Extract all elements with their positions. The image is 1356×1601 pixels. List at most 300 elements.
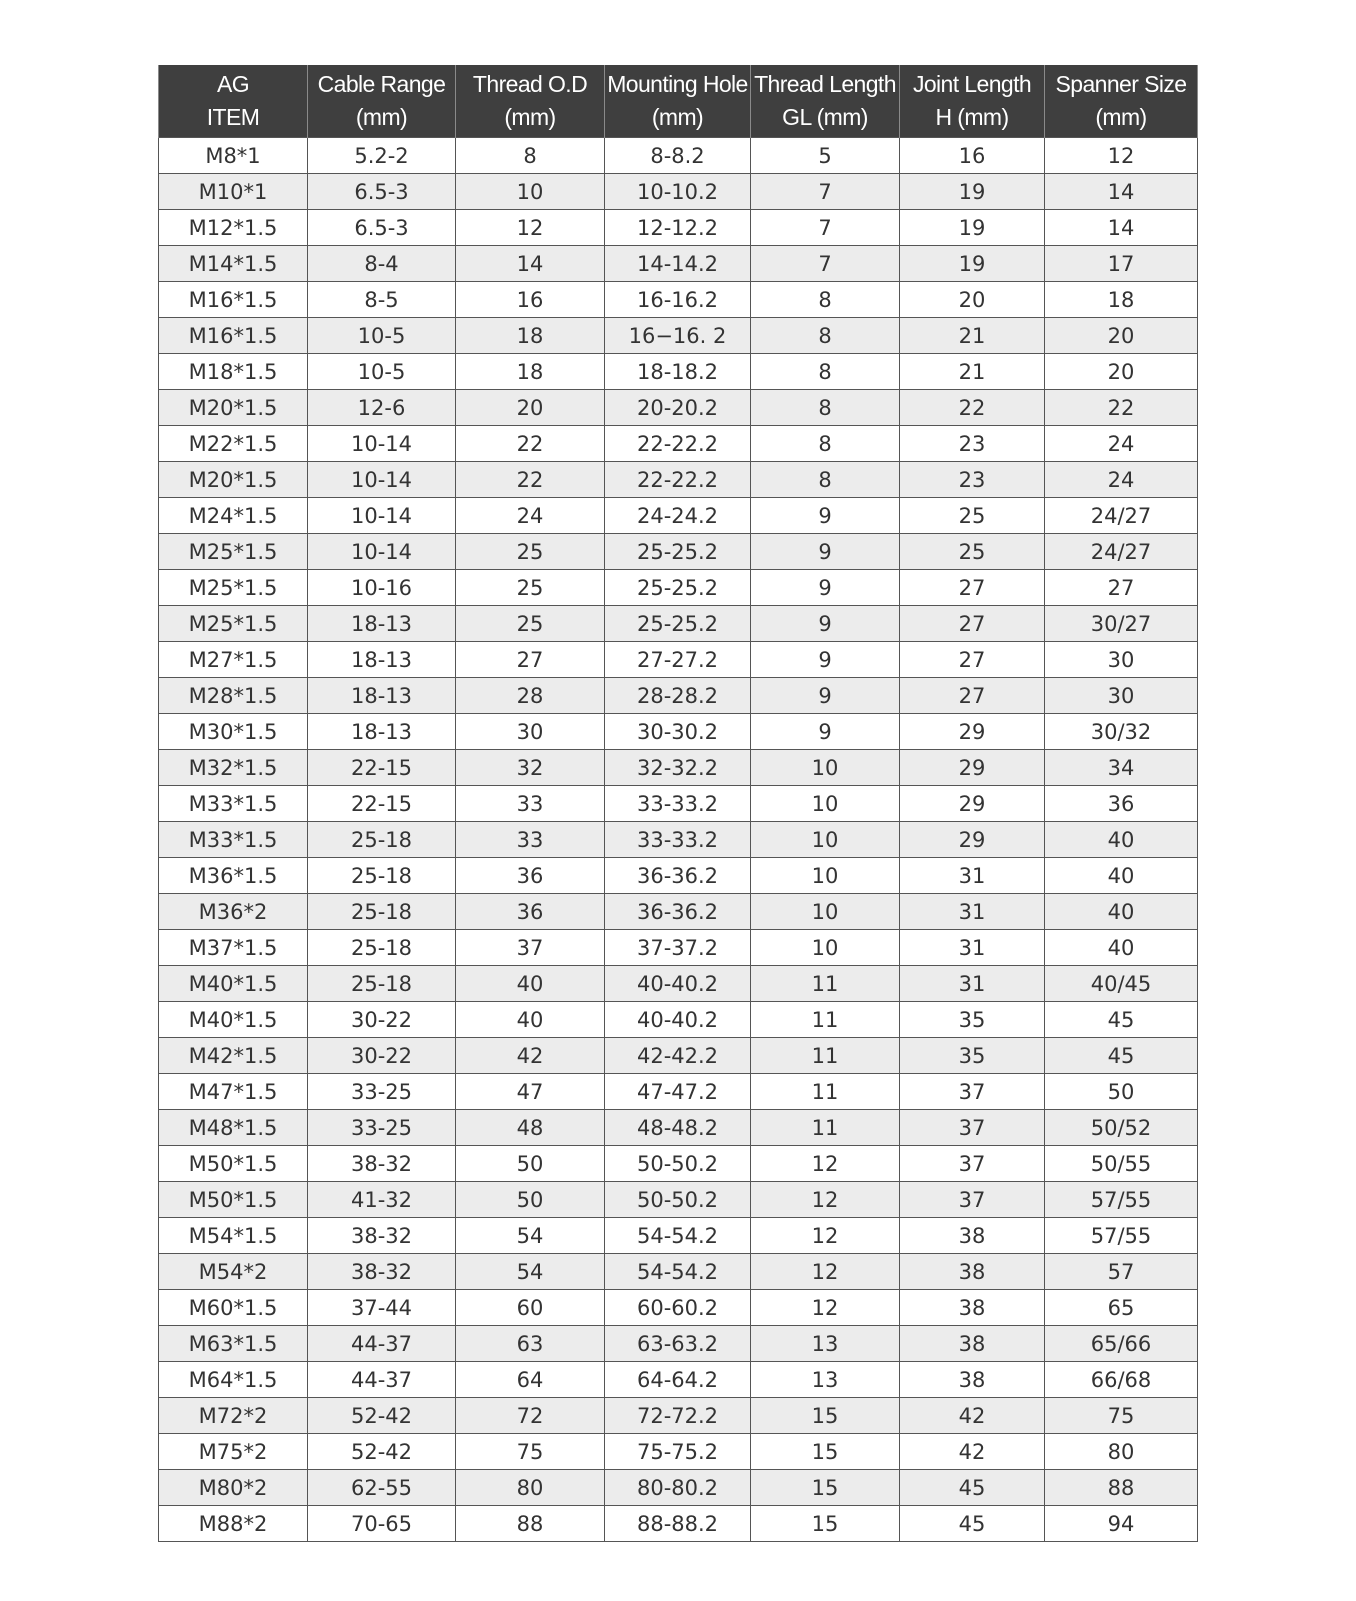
cell-mounting-hole: 36-36.2 [605,894,751,930]
cell-spanner-size: 30 [1045,678,1198,714]
table-row [159,1434,1198,1470]
cell-thread-length: 11 [751,1002,900,1038]
cell-thread-od: 88 [456,1506,605,1542]
cell-mounting-hole: 37-37.2 [605,930,751,966]
cell-mounting-hole: 8-8.2 [605,138,751,174]
cell-cable-range: 8-5 [308,282,456,318]
cell-joint-length: 38 [900,1326,1045,1362]
cell-thread-length: 8 [751,354,900,390]
cell-thread-length: 9 [751,642,900,678]
cell-cable-range: 30-22 [308,1002,456,1038]
column-header-line1: Joint Length [912,71,1032,97]
column-header-line1: Spanner Size [1055,71,1187,97]
cell-mounting-hole: 72-72.2 [605,1398,751,1434]
cell-spanner-size: 14 [1045,174,1198,210]
table-row [159,1038,1198,1074]
cell-mounting-hole: 32-32.2 [605,750,751,786]
cell-cable-range: 25-18 [308,822,456,858]
cell-ag-item: M8*1 [159,138,308,174]
cell-cable-range: 10-5 [308,354,456,390]
cell-mounting-hole: 25-25.2 [605,606,751,642]
cell-cable-range: 30-22 [308,1038,456,1074]
cell-joint-length: 25 [900,498,1045,534]
cell-spanner-size: 65 [1045,1290,1198,1326]
table-row [159,138,1198,174]
cell-ag-item: M20*1.5 [159,390,308,426]
cell-thread-od: 24 [456,498,605,534]
cell-joint-length: 38 [900,1218,1045,1254]
cell-cable-range: 33-25 [308,1074,456,1110]
cell-mounting-hole: 24-24.2 [605,498,751,534]
cell-joint-length: 27 [900,606,1045,642]
column-header-line2: GL (mm) [782,104,868,130]
table-row [159,1074,1198,1110]
cell-spanner-size: 20 [1045,318,1198,354]
cell-mounting-hole: 12-12.2 [605,210,751,246]
table-row [159,678,1198,714]
cell-thread-od: 27 [456,642,605,678]
cell-spanner-size: 40 [1045,822,1198,858]
cell-thread-od: 72 [456,1398,605,1434]
table-header [159,65,1198,138]
cell-mounting-hole: 40-40.2 [605,1002,751,1038]
table-row [159,1218,1198,1254]
cell-thread-length: 11 [751,1110,900,1146]
cell-joint-length: 19 [900,174,1045,210]
cell-cable-range: 25-18 [308,858,456,894]
column-header-line2: ITEM [206,104,260,130]
cell-ag-item: M80*2 [159,1470,308,1506]
cell-thread-length: 10 [751,750,900,786]
cell-spanner-size: 40/45 [1045,966,1198,1002]
table-row [159,1470,1198,1506]
cell-joint-length: 42 [900,1398,1045,1434]
cell-cable-range: 25-18 [308,966,456,1002]
cell-spanner-size: 50/52 [1045,1110,1198,1146]
cell-thread-od: 33 [456,786,605,822]
cell-mounting-hole: 14-14.2 [605,246,751,282]
cell-joint-length: 23 [900,426,1045,462]
cell-ag-item: M25*1.5 [159,606,308,642]
column-header-line1: Cable Range [317,71,446,97]
table-row [159,1326,1198,1362]
table-row [159,714,1198,750]
cell-spanner-size: 94 [1045,1506,1198,1542]
cell-ag-item: M25*1.5 [159,534,308,570]
cell-ag-item: M64*1.5 [159,1362,308,1398]
cell-spanner-size: 57 [1045,1254,1198,1290]
cell-thread-od: 18 [456,354,605,390]
cell-cable-range: 44-37 [308,1326,456,1362]
cell-spanner-size: 24 [1045,426,1198,462]
cell-thread-od: 30 [456,714,605,750]
cell-thread-length: 8 [751,462,900,498]
cell-mounting-hole: 28-28.2 [605,678,751,714]
cell-spanner-size: 18 [1045,282,1198,318]
cell-mounting-hole: 20-20.2 [605,390,751,426]
cell-joint-length: 45 [900,1506,1045,1542]
cell-ag-item: M60*1.5 [159,1290,308,1326]
cell-ag-item: M37*1.5 [159,930,308,966]
cell-mounting-hole: 48-48.2 [605,1110,751,1146]
cell-ag-item: M22*1.5 [159,426,308,462]
cell-thread-od: 32 [456,750,605,786]
cell-joint-length: 31 [900,858,1045,894]
cell-spanner-size: 75 [1045,1398,1198,1434]
cell-thread-od: 54 [456,1254,605,1290]
cell-ag-item: M47*1.5 [159,1074,308,1110]
cell-spanner-size: 22 [1045,390,1198,426]
column-header-line1: AG [216,71,250,97]
cell-mounting-hole: 88-88.2 [605,1506,751,1542]
cell-mounting-hole: 30-30.2 [605,714,751,750]
cell-thread-length: 10 [751,930,900,966]
cell-mounting-hole: 80-80.2 [605,1470,751,1506]
cell-ag-item: M72*2 [159,1398,308,1434]
cell-thread-length: 11 [751,1074,900,1110]
cell-cable-range: 5.2-2 [308,138,456,174]
cell-ag-item: M28*1.5 [159,678,308,714]
table-row [159,318,1198,354]
cell-thread-od: 37 [456,930,605,966]
cell-joint-length: 20 [900,282,1045,318]
table-row [159,1290,1198,1326]
cell-joint-length: 35 [900,1038,1045,1074]
table-row [159,498,1198,534]
cell-joint-length: 27 [900,678,1045,714]
cell-thread-od: 14 [456,246,605,282]
cell-cable-range: 18-13 [308,678,456,714]
table-row [159,282,1198,318]
column-header-line2: (mm) [355,104,408,130]
column-header-ag-item [159,65,308,138]
table-row [159,642,1198,678]
cell-cable-range: 12-6 [308,390,456,426]
table-body [159,138,1198,1542]
column-header-spanner-size [1045,65,1198,138]
cell-spanner-size: 40 [1045,894,1198,930]
cell-ag-item: M27*1.5 [159,642,308,678]
cell-joint-length: 37 [900,1074,1045,1110]
cell-joint-length: 25 [900,534,1045,570]
cell-thread-length: 5 [751,138,900,174]
column-header-thread-length [751,65,900,138]
cell-cable-range: 10-14 [308,462,456,498]
cell-cable-range: 6.5-3 [308,210,456,246]
cell-thread-od: 48 [456,1110,605,1146]
cell-cable-range: 52-42 [308,1398,456,1434]
cell-spanner-size: 30/32 [1045,714,1198,750]
cell-thread-od: 25 [456,534,605,570]
cell-mounting-hole: 25-25.2 [605,534,751,570]
table-row [159,354,1198,390]
cell-joint-length: 21 [900,354,1045,390]
table-row [159,1110,1198,1146]
cell-mounting-hole: 16−16. 2 [605,318,751,354]
cell-joint-length: 22 [900,390,1045,426]
table-row [159,1254,1198,1290]
cell-joint-length: 29 [900,786,1045,822]
cell-spanner-size: 24 [1045,462,1198,498]
cell-joint-length: 27 [900,642,1045,678]
cell-ag-item: M16*1.5 [159,282,308,318]
cell-spanner-size: 30/27 [1045,606,1198,642]
cell-spanner-size: 65/66 [1045,1326,1198,1362]
cell-cable-range: 22-15 [308,750,456,786]
cell-joint-length: 31 [900,930,1045,966]
cell-spanner-size: 57/55 [1045,1218,1198,1254]
cell-spanner-size: 45 [1045,1038,1198,1074]
cell-ag-item: M20*1.5 [159,462,308,498]
cell-cable-range: 33-25 [308,1110,456,1146]
cell-spanner-size: 17 [1045,246,1198,282]
cell-joint-length: 29 [900,750,1045,786]
cell-thread-length: 7 [751,174,900,210]
table-row [159,1002,1198,1038]
table-row [159,930,1198,966]
cell-joint-length: 19 [900,210,1045,246]
cell-spanner-size: 50/55 [1045,1146,1198,1182]
cell-ag-item: M33*1.5 [159,786,308,822]
column-header-mounting-hole [605,65,751,138]
cell-thread-length: 12 [751,1254,900,1290]
cell-thread-length: 8 [751,390,900,426]
cell-mounting-hole: 42-42.2 [605,1038,751,1074]
table-row [159,1506,1198,1542]
cell-cable-range: 18-13 [308,606,456,642]
column-header-line2: H (mm) [935,104,1009,130]
cell-thread-od: 28 [456,678,605,714]
cell-cable-range: 25-18 [308,930,456,966]
cell-thread-od: 40 [456,1002,605,1038]
cell-cable-range: 52-42 [308,1434,456,1470]
cell-cable-range: 41-32 [308,1182,456,1218]
table-row [159,786,1198,822]
cell-ag-item: M25*1.5 [159,570,308,606]
header-row [159,65,1198,138]
cell-cable-range: 25-18 [308,894,456,930]
cell-thread-length: 8 [751,426,900,462]
cell-spanner-size: 80 [1045,1434,1198,1470]
cell-thread-od: 36 [456,894,605,930]
table-row [159,534,1198,570]
cell-thread-length: 15 [751,1398,900,1434]
cell-mounting-hole: 25-25.2 [605,570,751,606]
cell-joint-length: 23 [900,462,1045,498]
cell-thread-od: 33 [456,822,605,858]
cell-ag-item: M88*2 [159,1506,308,1542]
table-row [159,174,1198,210]
cell-joint-length: 31 [900,894,1045,930]
cell-cable-range: 10-14 [308,534,456,570]
cell-joint-length: 31 [900,966,1045,1002]
cell-thread-length: 9 [751,678,900,714]
cell-mounting-hole: 33-33.2 [605,822,751,858]
column-header-line2: (mm) [1095,104,1147,130]
cell-thread-length: 13 [751,1326,900,1362]
cell-joint-length: 38 [900,1254,1045,1290]
column-header-line1: Thread Length [754,71,896,97]
cell-thread-length: 15 [751,1506,900,1542]
table-row [159,1362,1198,1398]
table-row [159,1146,1198,1182]
cell-thread-length: 15 [751,1470,900,1506]
cell-spanner-size: 45 [1045,1002,1198,1038]
table-row [159,966,1198,1002]
cell-ag-item: M18*1.5 [159,354,308,390]
cell-mounting-hole: 40-40.2 [605,966,751,1002]
cell-joint-length: 42 [900,1434,1045,1470]
cell-thread-od: 18 [456,318,605,354]
cell-thread-od: 36 [456,858,605,894]
cell-ag-item: M12*1.5 [159,210,308,246]
table-row [159,894,1198,930]
cell-thread-length: 15 [751,1434,900,1470]
cell-cable-range: 38-32 [308,1254,456,1290]
column-header-cable-range [308,65,456,138]
cell-mounting-hole: 36-36.2 [605,858,751,894]
cell-ag-item: M32*1.5 [159,750,308,786]
cell-thread-od: 40 [456,966,605,1002]
cell-mounting-hole: 27-27.2 [605,642,751,678]
cell-cable-range: 18-13 [308,714,456,750]
cell-cable-range: 6.5-3 [308,174,456,210]
cell-mounting-hole: 33-33.2 [605,786,751,822]
cell-thread-od: 25 [456,606,605,642]
cell-ag-item: M40*1.5 [159,966,308,1002]
cell-thread-od: 22 [456,462,605,498]
cell-ag-item: M16*1.5 [159,318,308,354]
cell-cable-range: 38-32 [308,1146,456,1182]
cell-cable-range: 10-14 [308,426,456,462]
cell-joint-length: 45 [900,1470,1045,1506]
cell-spanner-size: 14 [1045,210,1198,246]
cell-thread-length: 8 [751,318,900,354]
cell-spanner-size: 20 [1045,354,1198,390]
cell-thread-od: 50 [456,1146,605,1182]
table-row [159,426,1198,462]
cell-thread-od: 60 [456,1290,605,1326]
cell-ag-item: M54*1.5 [159,1218,308,1254]
column-header-line1: Thread O.D [472,71,588,97]
cell-mounting-hole: 60-60.2 [605,1290,751,1326]
cell-mounting-hole: 16-16.2 [605,282,751,318]
cell-spanner-size: 36 [1045,786,1198,822]
column-header-joint-length [900,65,1045,138]
cell-thread-od: 25 [456,570,605,606]
column-header-line2: (mm) [651,104,704,130]
cell-thread-length: 8 [751,282,900,318]
cell-thread-od: 12 [456,210,605,246]
cell-thread-od: 10 [456,174,605,210]
table-row [159,1398,1198,1434]
cable-gland-spec-table [158,65,1198,1542]
cell-thread-length: 12 [751,1218,900,1254]
cell-thread-length: 12 [751,1290,900,1326]
cell-thread-length: 13 [751,1362,900,1398]
cell-thread-od: 64 [456,1362,605,1398]
table-row [159,462,1198,498]
table-row [159,210,1198,246]
cell-thread-od: 42 [456,1038,605,1074]
cell-mounting-hole: 54-54.2 [605,1254,751,1290]
cell-joint-length: 29 [900,822,1045,858]
table-row [159,1182,1198,1218]
table-row [159,858,1198,894]
cell-cable-range: 8-4 [308,246,456,282]
cell-thread-length: 9 [751,606,900,642]
cell-thread-length: 12 [751,1182,900,1218]
cell-thread-length: 9 [751,498,900,534]
cell-thread-length: 11 [751,966,900,1002]
cell-thread-od: 80 [456,1470,605,1506]
cell-cable-range: 10-16 [308,570,456,606]
cell-thread-length: 10 [751,894,900,930]
cell-thread-length: 10 [751,858,900,894]
cell-thread-od: 47 [456,1074,605,1110]
cell-joint-length: 37 [900,1182,1045,1218]
cell-spanner-size: 34 [1045,750,1198,786]
table-row [159,606,1198,642]
cell-cable-range: 62-55 [308,1470,456,1506]
cell-ag-item: M63*1.5 [159,1326,308,1362]
cell-cable-range: 70-65 [308,1506,456,1542]
column-header-line1: Mounting Hole [607,71,748,97]
cell-thread-od: 16 [456,282,605,318]
cell-thread-length: 9 [751,570,900,606]
cell-thread-od: 50 [456,1182,605,1218]
table-row [159,246,1198,282]
cell-thread-od: 8 [456,138,605,174]
cell-thread-od: 75 [456,1434,605,1470]
cell-ag-item: M54*2 [159,1254,308,1290]
cell-spanner-size: 30 [1045,642,1198,678]
table-row [159,390,1198,426]
cell-joint-length: 16 [900,138,1045,174]
cell-spanner-size: 27 [1045,570,1198,606]
cell-cable-range: 18-13 [308,642,456,678]
cell-spanner-size: 40 [1045,930,1198,966]
table-row [159,750,1198,786]
cell-mounting-hole: 47-47.2 [605,1074,751,1110]
table-row [159,570,1198,606]
cell-mounting-hole: 22-22.2 [605,462,751,498]
cell-spanner-size: 88 [1045,1470,1198,1506]
cell-mounting-hole: 63-63.2 [605,1326,751,1362]
cell-ag-item: M10*1 [159,174,308,210]
cell-ag-item: M36*1.5 [159,858,308,894]
cell-joint-length: 29 [900,714,1045,750]
cell-ag-item: M50*1.5 [159,1182,308,1218]
cell-thread-od: 63 [456,1326,605,1362]
cell-ag-item: M42*1.5 [159,1038,308,1074]
cell-thread-length: 11 [751,1038,900,1074]
cell-mounting-hole: 18-18.2 [605,354,751,390]
cell-joint-length: 19 [900,246,1045,282]
cell-ag-item: M50*1.5 [159,1146,308,1182]
cell-ag-item: M36*2 [159,894,308,930]
cell-cable-range: 10-5 [308,318,456,354]
cell-spanner-size: 24/27 [1045,534,1198,570]
cell-thread-od: 20 [456,390,605,426]
cell-thread-length: 10 [751,786,900,822]
cell-cable-range: 38-32 [308,1218,456,1254]
cell-spanner-size: 24/27 [1045,498,1198,534]
cell-joint-length: 38 [900,1290,1045,1326]
cell-ag-item: M48*1.5 [159,1110,308,1146]
cell-mounting-hole: 50-50.2 [605,1146,751,1182]
cell-joint-length: 35 [900,1002,1045,1038]
